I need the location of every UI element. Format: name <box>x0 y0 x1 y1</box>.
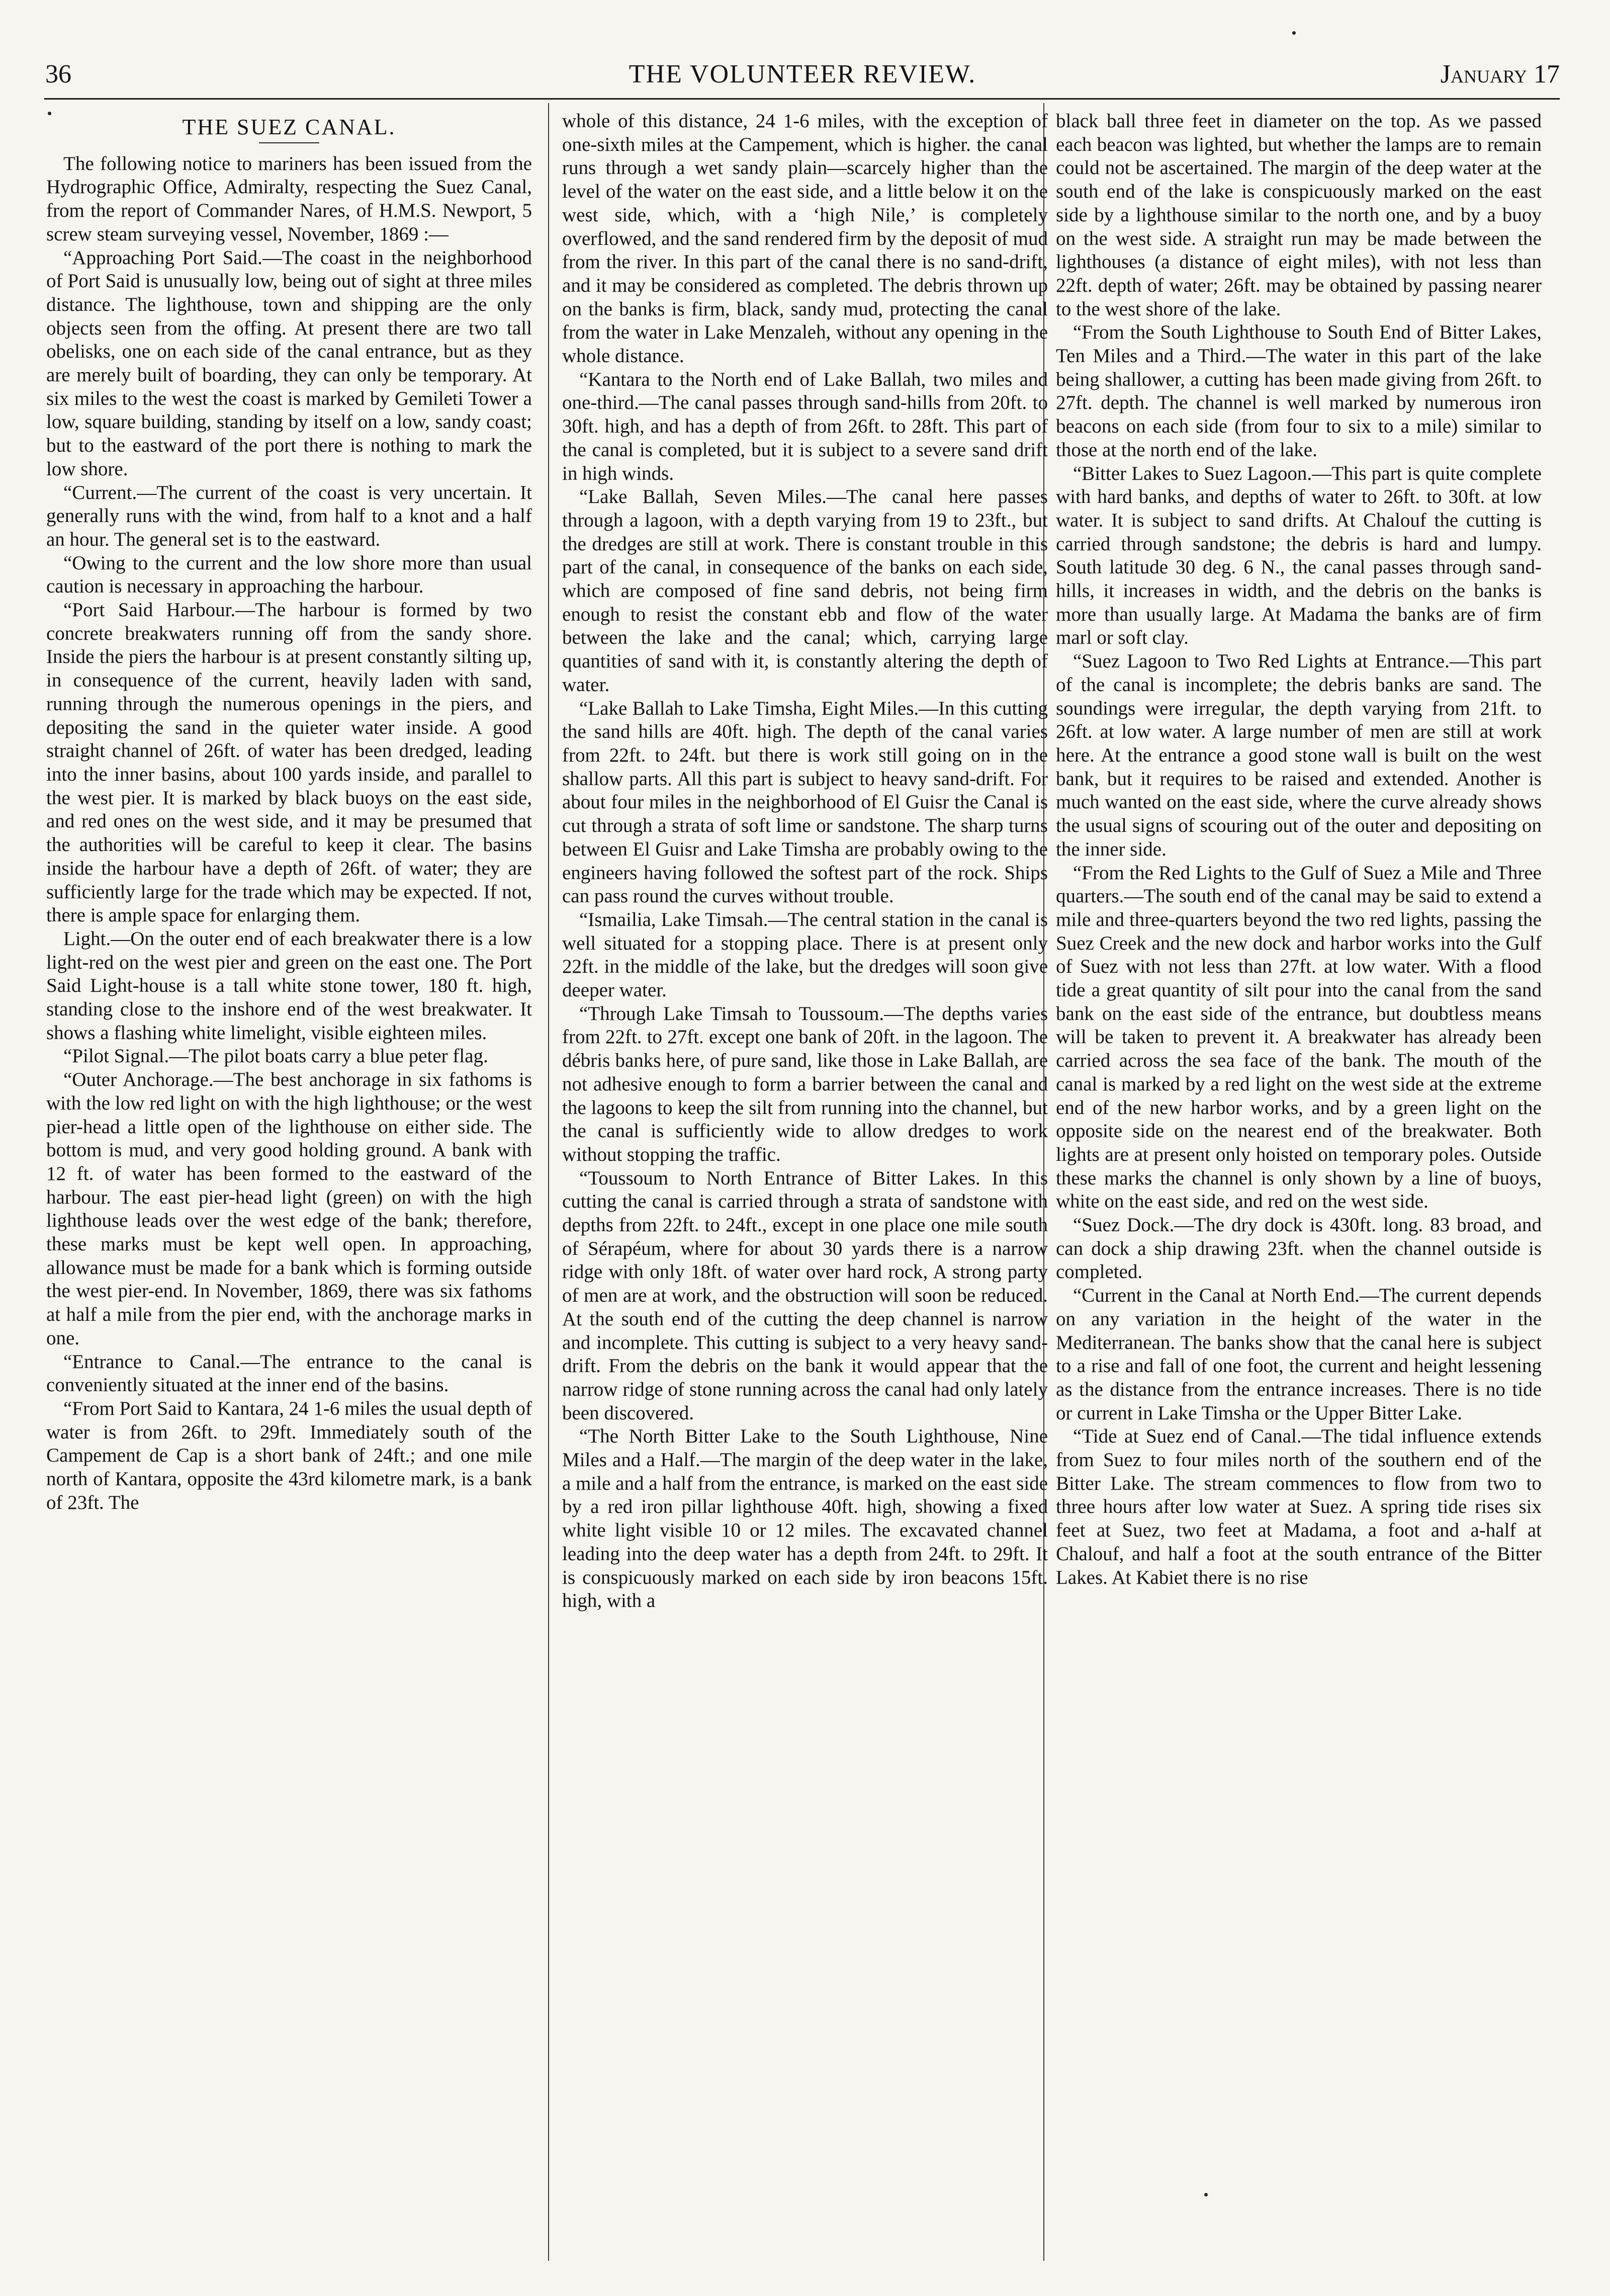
paragraph: “Ismailia, Lake Timsah.—The central station in the canal is well situated for a stopping place. There is at present only 22ft. in the middle of the lake, but the dredges will soon give deeper water. <box>562 908 1048 1001</box>
paragraph: “Current in the Canal at North End.—The current depends on any variation in the height of the water in the Mediterranean. The banks show that the canal here is subject to a rise and fall of one foot, the current and height lessening as the distance from the entrance increases. There is no tide or current in Lake Timsha or the Upper Bitter Lake. <box>1056 1285 1542 1424</box>
paragraph: “Tide at Suez end of Canal.—The tidal influence extends from Suez to four miles north of the southern end of the Bitter Lake. The stream commences to flow from two to three hours after low water at Suez. A spring tide rises six feet at Suez, two feet at Madama, a foot and a-half at Chalouf, and half a foot at the south entrance of the Bitter Lakes. At Kabiet there is no rise <box>1056 1425 1542 1588</box>
paragraph: “Entrance to Canal.—The entrance to the canal is conveniently situated at the inner end of the basins. <box>46 1350 532 1396</box>
column-divider <box>548 103 549 2261</box>
text-column-3 <box>1056 110 1542 2252</box>
paragraph: “Suez Dock.—The dry dock is 430ft. long. 83 broad, and can dock a ship drawing 23ft. when the channel outside is completed. <box>1056 1214 1542 1283</box>
paragraph: “Owing to the current and the low shore more than usual caution is necessary in approaching the harbour. <box>46 552 532 598</box>
paragraph: “Pilot Signal.—The pilot boats carry a blue peter flag. <box>63 1045 488 1067</box>
paragraph: “Bitter Lakes to Suez Lagoon.—This part is quite complete with hard banks, and depths of water to 26ft. to 30ft. at low water. It is subject to sand drifts. At Chalouf the cutting is carried through sandstone; the debris is hard and lumpy. South latitude 30 deg. 6 N., the canal passes through sand-hills, it increases in width, and the debris on the banks is more than usually large. At Madama the banks are of firm marl or soft clay. <box>1056 462 1542 649</box>
paragraph: “The North Bitter Lake to the South Lighthouse, Nine Miles and a Half.—The margin of the deep water in the lake, a mile and a half from the entrance, is marked on the east side by a red iron pillar lighthouse 40ft. high, showing a fixed white light visible 10 or 12 miles. The excavated channel leading into the deep water has a depth from 24ft. to 29ft. It is conspicuously marked on each side by iron beacons 15ft. high, with a <box>562 1425 1048 1612</box>
paragraph: “Toussoum to North Entrance of Bitter Lakes. In this cutting the canal is carried through a strata of sandstone with depths from 22ft. to 24ft., except in one place one mile south of Sérapéum, where for about 30 yards there is a narrow ridge with only 18ft. of water over hard rock, A strong party of men are at work, and the obstruction will soon be reduced. At the south end of the cutting the deep channel is narrow and incomplete. This cutting is subject to a very heavy sand-drift. From the debris on the bank it would appear that the narrow ridge of stone running across the canal had only lately been discovered. <box>562 1167 1048 1424</box>
ink-speck <box>48 112 51 115</box>
paragraph: “Outer Anchorage.—The best anchorage in six fathoms is with the low red light on with the high lighthouse; or the west pier-head a little open of the lighthouse on either side. The bottom is mud, and very good holding ground. A bank with 12 ft. of water has been formed to the eastward of the harbour. The east pier-head light (green) on with the high lighthouse leads over the west edge of the bank; therefore, these marks must be kept well open. In approaching, allowance must be made for a bank which is forming outside the west pier-end. In November, 1869, there was six fathoms at half a mile from the pier end, with the anchorage marks in one. <box>46 1069 532 1349</box>
text-column-1 <box>46 110 532 2252</box>
paragraph: “From Port Said to Kantara, 24 1-6 miles the usual depth of water is from 26ft. to 29ft. Immediately south of the Campement de Cap is a short bank of 24ft.; and one mile north of Kantara, opposite the 43rd kilometre mark, is a bank of 23ft. The <box>46 1397 532 1513</box>
paragraph: “Through Lake Timsah to Toussoum.—The depths varies from 22ft. to 27ft. except one bank of 20ft. in the lagoon. The débris banks here, of pure sand, like those in Lake Ballah, are not adhesive enough to form a barrier between the canal and the lagoons to keep the silt from running into the channel, but the canal is sufficiently wide to allow dredges to work without stopping the traffic. <box>562 1002 1048 1165</box>
paragraph: “Port Said Harbour.—The harbour is formed by two concrete breakwaters running off from the sandy shore. Inside the piers the harbour is at present constantly silting up, in consequence of the current, heavily laden with sand, running through the numerous openings in the piers, and depositing the sand in the quieter water inside. A good straight channel of 26ft. of water has been dredged, leading into the inner basins, about 100 yards inside, and parallel to the west pier. It is marked by black buoys on the east side, and red ones on the west side, and it may be presumed that the authorities will be careful to keep it clear. The basins inside the harbour have a depth of 26ft. of water; they are sufficiently large for the trade which may be expected. If not, there is ample space for enlarging them. <box>46 599 532 926</box>
paragraph: Light.—On the outer end of each breakwater there is a low light-red on the west pier and green on the east one. The Port Said Light-house is a tall white stone tower, 180 ft. high, standing close to the inshore end of the west breakwater. It shows a flashing white limelight, visible eighteen miles. <box>46 927 532 1044</box>
paragraph: “Kantara to the North end of Lake Ballah, two miles and one-third.—The canal passes through sand-hills from 20ft. to 30ft. high, and has a depth of from 26ft. to 28ft. This part of the canal is completed, but it is subject to a severe sand drift in high winds. <box>562 368 1048 484</box>
ink-speck <box>1292 31 1296 35</box>
journal-title: THE VOLUNTEER REVIEW. <box>629 60 976 89</box>
paragraph: “Approaching Port Said.—The coast in the neighborhood of Port Said is unusually low, being out of sight at three miles distance. The lighthouse, town and shipping are the only objects seen from the offing. At present there are two tall obelisks, one on each side of the canal entrance, but as they are merely built of boarding, they can only be temporary. At six miles to the west the coast is marked by Gemileti Tower a low, square building, standing by itself on a low, sandy coast; but to the eastward of the port there is nothing to mark the low shore. <box>46 246 532 480</box>
paragraph: “Suez Lagoon to Two Red Lights at Entrance.—This part of the canal is incomplete; the debris banks are sand. The soundings were irregular, the depth varying from 21ft. to 26ft. at low water. A large number of men are still at work here. At the entrance a good stone wall is built on the west bank, but it requires to be raised and extended. Another is much wanted on the east side, where the curve already shows the usual signs of scouring out of the outer and depositing on the inner side. <box>1056 650 1542 860</box>
paragraph: “Current.—The current of the coast is very uncertain. It generally runs with the wind, from half to a knot and a half an hour. The general set is to the eastward. <box>46 481 532 550</box>
paragraph: whole of this distance, 24 1-6 miles, with the exception of one-sixth miles at the Campement, which is higher. the canal runs through a wet sandy plain—scarcely higher than the level of the water on the east side, and a little below it on the west side, which, with a ‘high Nile,’ is completely overflowed, and the sand rendered firm by the deposit of mud from the river. In this part of the canal there is no sand-drift, and it may be considered as completed. The debris thrown up on the banks is firm, black, sandy mud, protecting the canal from the water in Lake Menzaleh, without any opening in the whole distance. <box>562 110 1048 367</box>
paragraph: “From the South Lighthouse to South End of Bitter Lakes, Ten Miles and a Third.—The water in this part of the lake being shallower, a cutting has been made giving from 26ft. to 27ft. depth. The channel is well marked by numerous iron beacons on each side (from four to six to a mile) similar to those at the north end of the lake. <box>1056 321 1542 461</box>
page-number: 36 <box>45 60 71 89</box>
paragraph: “From the Red Lights to the Gulf of Suez a Mile and Three quarters.—The south end of the canal may be said to extend a mile and three-quarters beyond the two red lights, passing the Suez Creek and the new dock and harbor works into the Gulf of Suez with not less than 27ft. at low water. With a flood tide a great quantity of silt pour into the canal from the sand bank on the east side of the entrance, but doubtless means will be taken to prevent it. A breakwater has already been carried across the sea face of the bank. The mouth of the canal is marked by a red light on the west side at the extreme end of the new harbor works, and by a green light on the opposite side on the nearest end of the breakwater. Both lights are at present only hoisted on temporary poles. Outside these marks the channel is only shown by a line of buoys, white on the east side, and red on the west side. <box>1056 862 1542 1213</box>
ink-speck <box>1204 2193 1208 2196</box>
paragraph: “Lake Ballah to Lake Timsha, Eight Miles.—In this cutting the sand hills are 40ft. high. The depth of the canal varies from 22ft. to 24ft. but there is work still going on in the shallow parts. All this part is subject to heavy sand-drift. For about four miles in the neighborhood of El Guisr the Canal is cut through a strata of soft lime or sandstone. The sharp turns between El Guisr and Lake Timsha are probably owing to the engineers having followed the softest part of the rock. Ships can pass round the curves without trouble. <box>562 697 1048 907</box>
issue-date: January 17 <box>1440 60 1560 89</box>
text-column-2 <box>562 110 1048 2252</box>
title-rule <box>259 142 319 143</box>
article-title: THE SUEZ CANAL. <box>182 115 396 139</box>
paragraph: “Lake Ballah, Seven Miles.—The canal here passes through a lagoon, with a depth varying from 19 to 23ft., but the dredges are still at work. There is constant trouble in this part of the canal, in consequence of the banks on each side, which are composed of fine sand debris, not being firm enough to resist the constant ebb and flow of the water between the lake and the canal; which, carrying large quantities of sand with it, is constantly altering the depth of water. <box>562 486 1048 696</box>
paragraph: black ball three feet in diameter on the top. As we passed each beacon was lighted, but whether the lamps are to remain could not be ascertained. The margin of the deep water at the south end of the lake is conspicuously marked on the east side by a lighthouse similar to the north one, and by a buoy on the west side. A straight run may be made between the lighthouses (a distance of eight miles), with not less than 22ft. depth of water; 26ft. may be obtained by passing nearer to the west shore of the lake. <box>1056 110 1542 320</box>
paragraph: The following notice to mariners has been issued from the Hydrographic Office, Admiralty, respecting the Suez Canal, from the report of Commander Nares, of H.M.S. Newport, 5 screw steam surveying vessel, November, 1869 :— <box>46 152 532 245</box>
header-rule <box>44 98 1560 100</box>
